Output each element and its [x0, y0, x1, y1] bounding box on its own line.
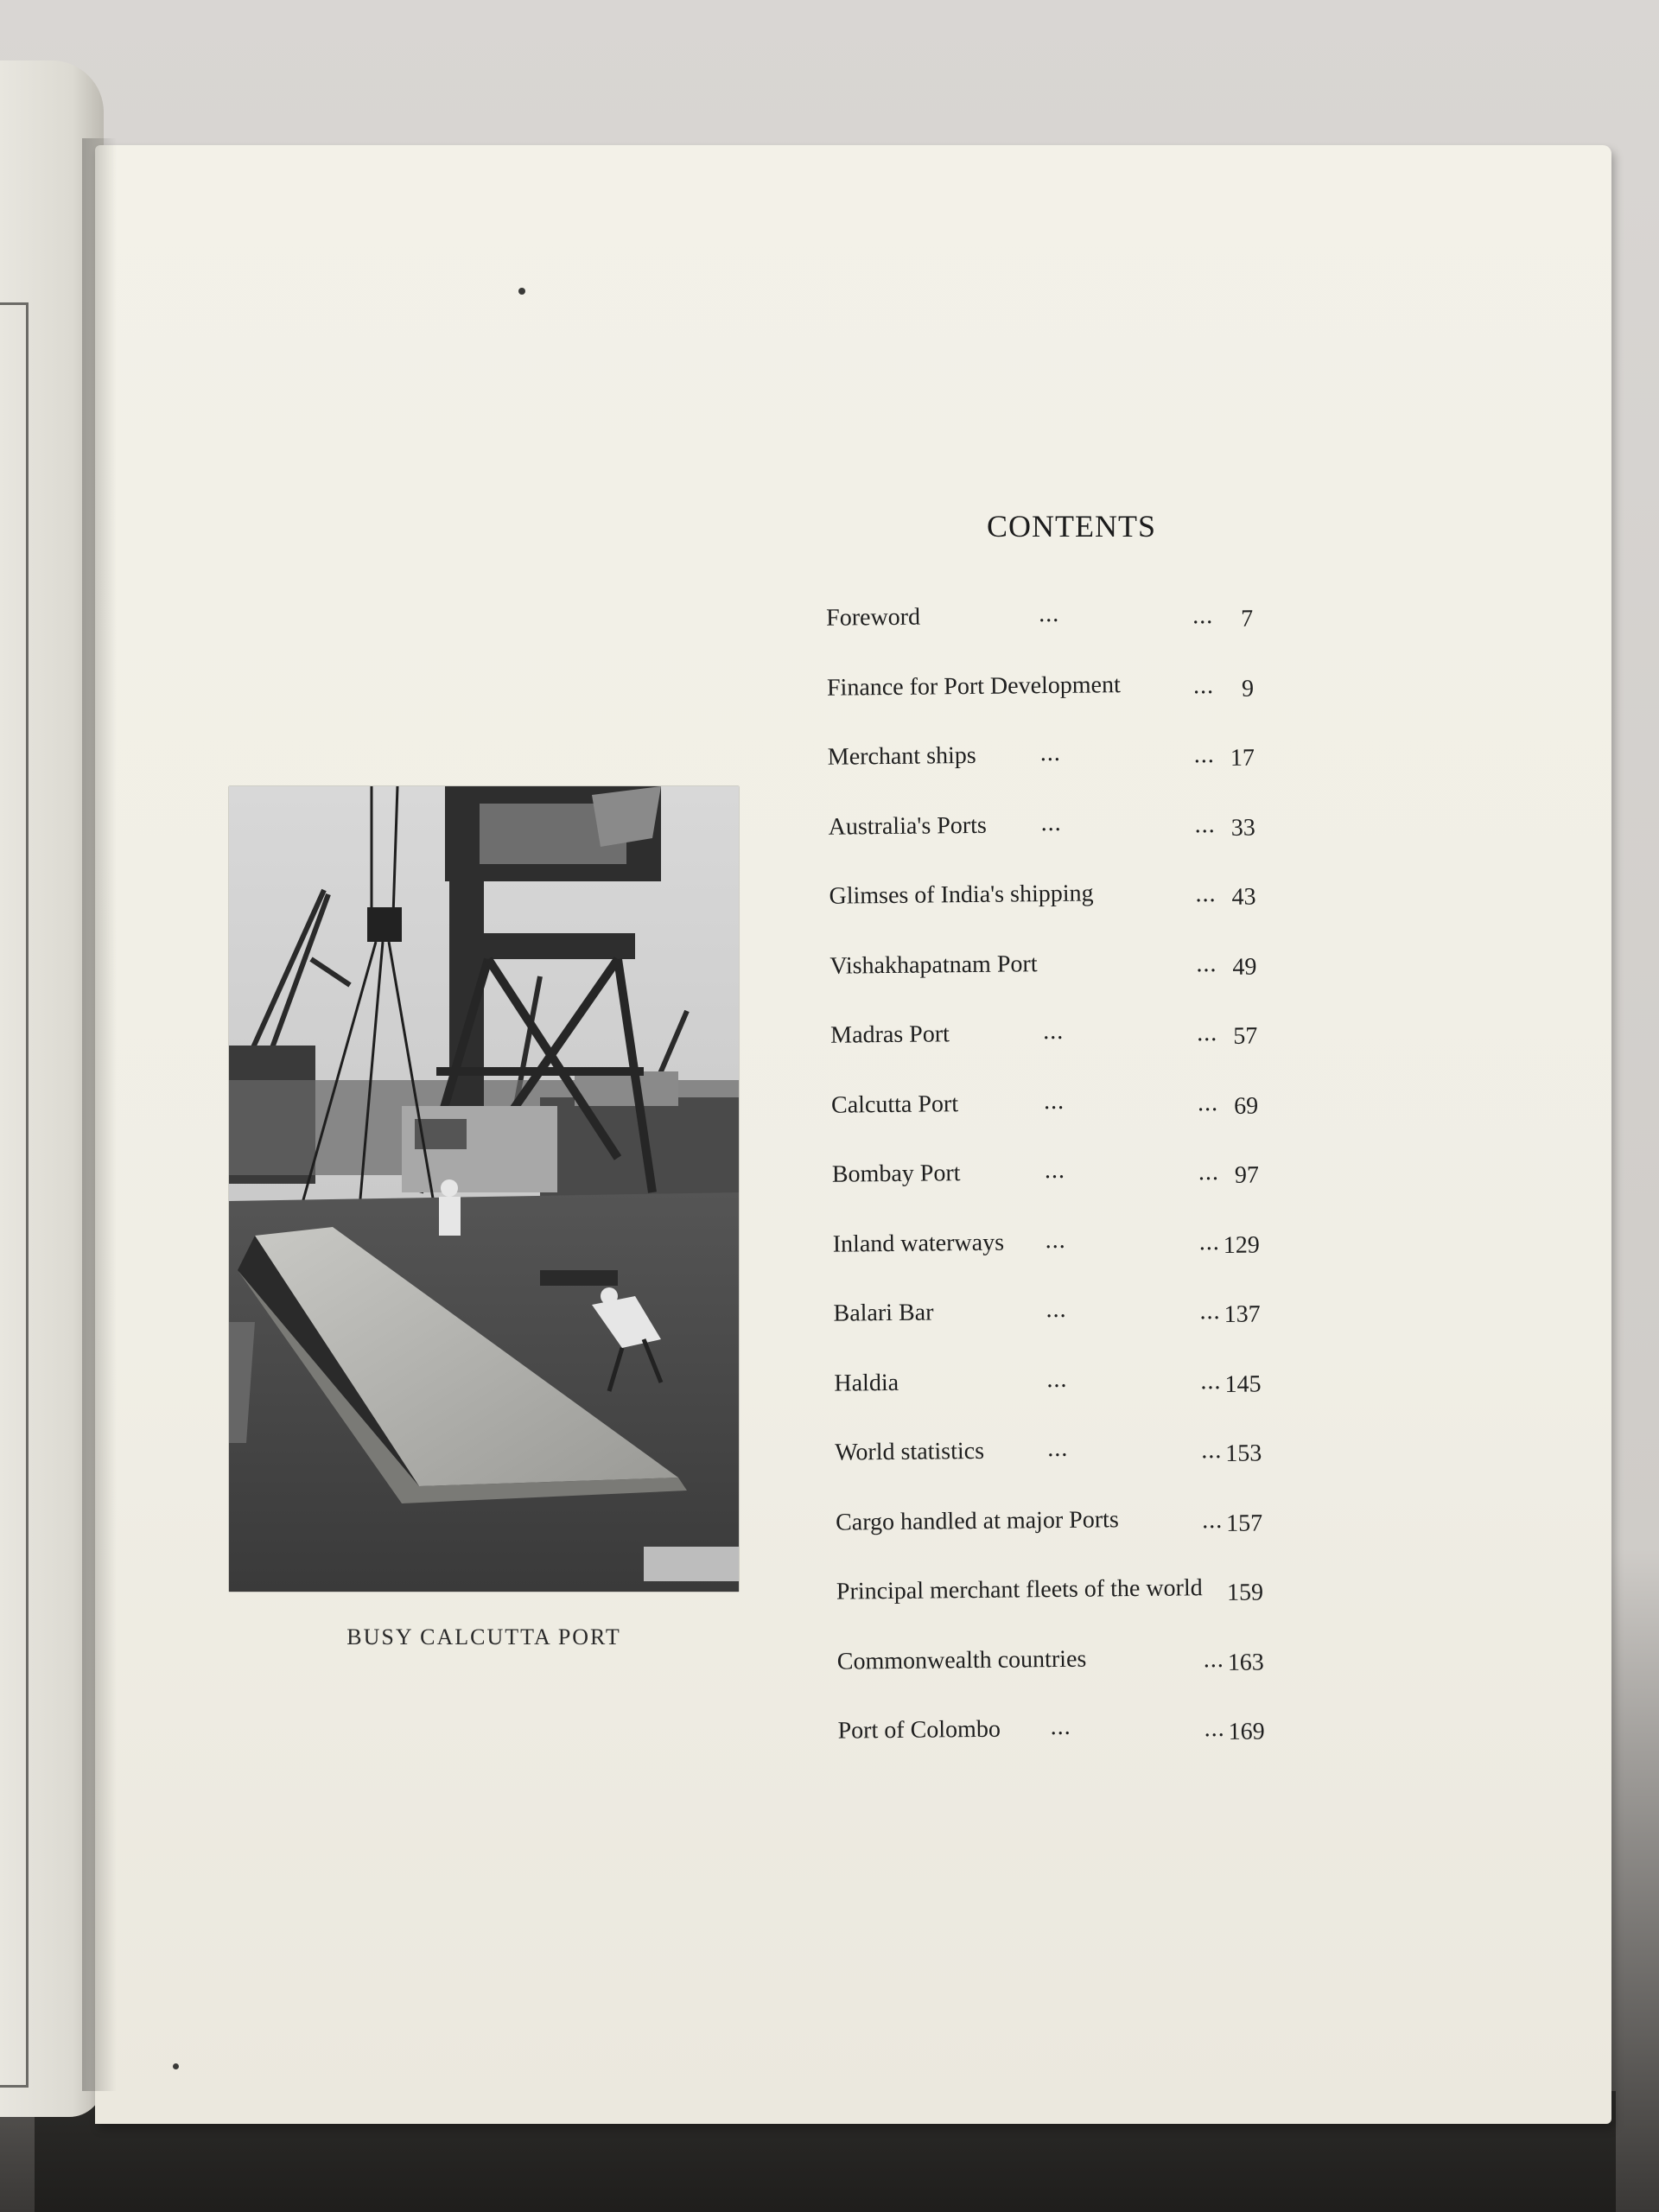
toc-leader-dots: ... [1197, 1020, 1218, 1047]
port-photo-illustration [229, 786, 739, 1592]
toc-entry-title: Commonwealth countries [836, 1645, 1087, 1675]
toc-entry [812, 1434, 1297, 1509]
toc-leader-dots: ... [1196, 950, 1217, 977]
toc-leader-dots: ... [1044, 1156, 1066, 1185]
toc-leader-dots: ... [1201, 1436, 1223, 1465]
toc-leader-dots: ... [1195, 880, 1217, 908]
toc-page-number: 169 [1228, 1718, 1265, 1745]
page-speck [518, 288, 525, 295]
toc-leader-dots: ... [1199, 1297, 1221, 1325]
toc-leader-dots: ... [1192, 602, 1214, 630]
toc-entry [810, 1226, 1295, 1300]
toc-entry-title: Port of Colombo [837, 1715, 1001, 1745]
toc-entry [808, 1017, 1293, 1091]
toc-entry-title: Principal merchant fleets of the world [836, 1574, 1203, 1605]
toc-page-number: 157 [1225, 1509, 1263, 1537]
toc-page-number: 7 [1241, 605, 1254, 632]
toc-leader-dots: ... [1197, 1089, 1219, 1116]
toc-page-number: 57 [1233, 1022, 1258, 1050]
toc-entry-title: Vishakhapatnam Port [830, 950, 1038, 980]
toc-leader-dots: ... [1046, 1365, 1068, 1393]
toc-leader-dots: ... [1200, 1367, 1222, 1395]
toc-entry-title: Inland waterways [832, 1229, 1005, 1258]
toc-page-number: 153 [1225, 1440, 1262, 1467]
toc-entry [804, 670, 1289, 744]
toc-leader-dots: ... [1039, 739, 1061, 767]
toc-leader-dots: ... [1194, 810, 1216, 838]
previous-page-border [0, 302, 29, 2088]
toc-entry [804, 600, 1288, 674]
toc-page-number: 145 [1224, 1370, 1262, 1398]
toc-entry-title: Madras Port [830, 1020, 950, 1049]
toc-leader-dots: ... [1045, 1226, 1066, 1254]
toc-page-number: 9 [1241, 675, 1255, 702]
toc-entry [805, 739, 1290, 813]
toc-entry [809, 1087, 1294, 1161]
toc-entry-title: Cargo handled at major Ports [835, 1505, 1119, 1536]
toc-entry [810, 1156, 1294, 1230]
table-of-contents [804, 600, 1300, 1787]
toc-leader-dots: ... [1043, 1087, 1065, 1115]
toc-page-number: 33 [1230, 814, 1255, 842]
toc-entry [815, 1643, 1300, 1718]
page-speck [173, 2063, 179, 2069]
toc-entry [815, 1713, 1300, 1787]
toc-page-number: 43 [1231, 883, 1256, 911]
toc-leader-dots: ... [1203, 1645, 1224, 1673]
photo-caption: BUSY CALCUTTA PORT [346, 1624, 621, 1649]
toc-page-number: 137 [1224, 1300, 1261, 1328]
toc-entry-title: Calcutta Port [830, 1090, 959, 1119]
toc-entry-title: Australia's Ports [828, 811, 987, 841]
toc-entry-title: Foreword [825, 603, 921, 632]
toc-entry [806, 878, 1291, 952]
toc-entry-title: Finance for Port Development [826, 671, 1121, 702]
toc-entry [811, 1365, 1296, 1440]
toc-page-number: 17 [1230, 744, 1255, 772]
toc-leader-dots: ... [1038, 600, 1060, 628]
gutter-shadow [82, 138, 117, 2091]
toc-page-number: 69 [1233, 1092, 1259, 1120]
toc-page-number: 97 [1234, 1161, 1260, 1189]
toc-leader-dots: ... [1050, 1713, 1071, 1741]
toc-leader-dots: ... [1192, 671, 1215, 699]
toc-leader-dots: ... [1040, 809, 1062, 836]
toc-leader-dots: ... [1043, 1017, 1065, 1046]
toc-entry-title: Glimses of India's shipping [829, 880, 1094, 910]
toc-entry-title: Balari Bar [833, 1299, 934, 1327]
toc-entry-title: Merchant ships [827, 741, 976, 771]
contents-heading: CONTENTS [987, 509, 1156, 543]
toc-leader-dots: ... [1193, 741, 1216, 769]
toc-entry [806, 809, 1291, 883]
toc-entry-title: Haldia [834, 1369, 899, 1397]
toc-leader-dots: ... [1198, 1228, 1220, 1255]
toc-leader-dots: ... [1047, 1434, 1069, 1463]
toc-leader-dots: ... [1198, 1159, 1220, 1186]
toc-entry [810, 1295, 1295, 1370]
toc-leader-dots: ... [1201, 1506, 1224, 1534]
toc-page-number: 49 [1232, 953, 1257, 981]
toc-entry [814, 1573, 1299, 1648]
toc-leader-dots: ... [1046, 1295, 1067, 1324]
toc-leader-dots: ... [1204, 1714, 1225, 1743]
port-photo [229, 786, 739, 1592]
toc-page-number: 159 [1226, 1579, 1264, 1606]
toc-page-number: 163 [1227, 1648, 1265, 1676]
toc-entry [813, 1504, 1298, 1579]
toc-page-number: 129 [1223, 1231, 1260, 1259]
toc-entry-title: Bombay Port [831, 1160, 961, 1188]
toc-entry [807, 948, 1292, 1022]
toc-entry-title: World statistics [835, 1437, 985, 1466]
